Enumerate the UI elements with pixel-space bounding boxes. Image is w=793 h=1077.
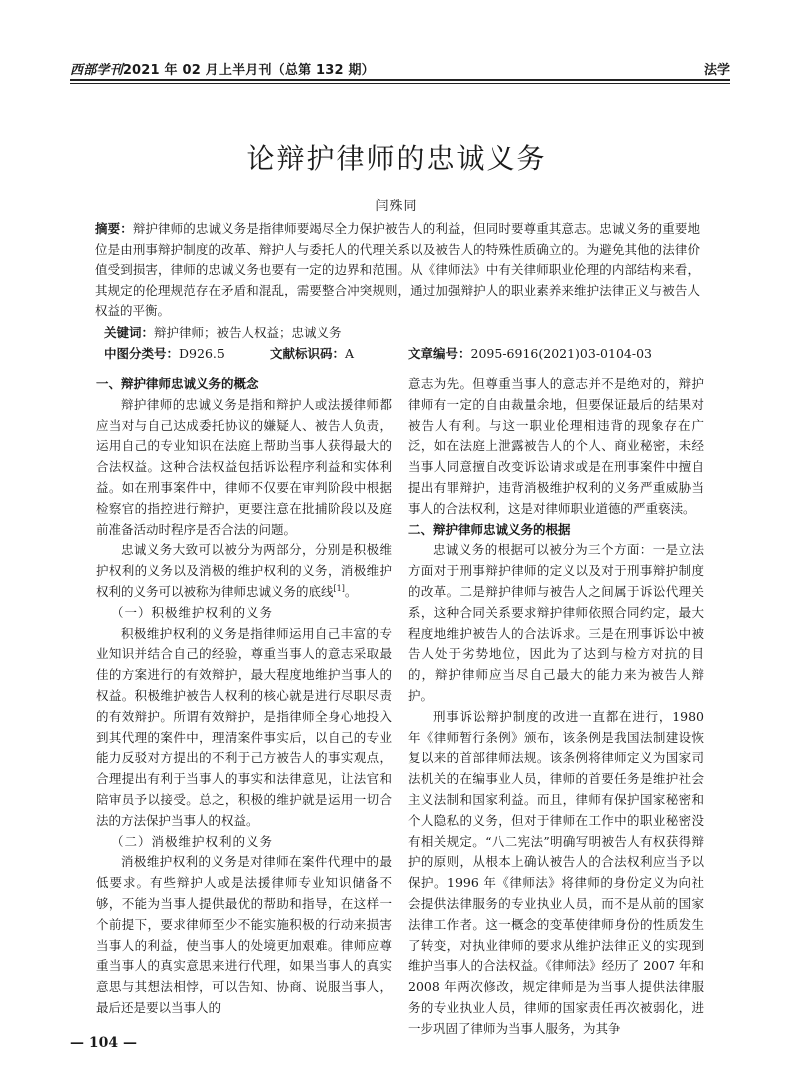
header-rule-thick (70, 79, 730, 81)
section-name: 法学 (703, 63, 730, 78)
keywords-line (104, 323, 342, 341)
clc-label: 中图分类号： (104, 346, 180, 361)
body-column-right (408, 374, 704, 1040)
paragraph: 消极维护权利的义务是对律师在案件代理中的最低要求。有些辩护人或是法援律师专业知识储备不够，不能为当事人提供最优的帮助和指导，在这样一个前提下，要求律师至少不能实施积极的行动来损害当事人的利益，使当事人的处境更加艰难。律师应尊重当事人的真实意思来进行代理，如果当事人的真实意思与其想法相悖，可以告知、协商、说服当事人，最后还是要以当事人的 (96, 854, 392, 1015)
paragraph (96, 540, 392, 602)
article-author: 闫殊同 (375, 199, 418, 214)
abstract-label: 摘要： (95, 221, 133, 236)
paragraph: 忠诚义务的根据可以被分为三个方面：一是立法方面对于刑事辩护律师的定义以及对于刑事辩护制度的改革。二是辩护律师与被告人之间属于诉讼代理关系，这种合同关系要求辩护律师依照合同约定，最大程度地维护被告人的合法诉求。三是在刑事诉讼中被告人处于劣势地位，因此为了达到与检方对抗的目的，辩护律师应当尽自己最大的能力来为被告人辩护。 (408, 542, 704, 703)
citation-ref: [1] (333, 583, 345, 593)
keywords: 辩护律师；被告人权益；忠诚义务 (154, 325, 342, 340)
subsection-heading-2: （二）消极维护权利的义务 (111, 833, 274, 849)
running-header (70, 55, 730, 81)
articleno: 2095-6916(2021)03-0104-03 (470, 346, 652, 361)
page-number: — 104 — (70, 1035, 137, 1051)
classification-line (104, 344, 704, 362)
section-heading-1: 一、辩护律师忠诚义务的概念 (96, 376, 259, 391)
keywords-label: 关键词： (104, 325, 155, 340)
section-heading-2: 二、辩护律师忠诚义务的根据 (408, 521, 571, 537)
doccode-label: 文献标识码： (270, 346, 346, 361)
journal-header (70, 59, 375, 78)
journal-issue: 2021 年 02 月上半月刊（总第 132 期） (122, 63, 375, 78)
clc-code: D926.5 (179, 346, 225, 361)
abstract (95, 219, 700, 322)
paragraph: 积极维护权利的义务是指律师运用自己丰富的专业知识并结合自己的经验，尊重当事人的意志采取最佳的方案进行的有效辩护，最大程度地维护当事人的权益。积极维护被告人权利的核心就是进行尽职尽责的有效辩护。所谓有效辩护，是指律师全身心地投入到其代理的案件中，理清案件事实后，以自己的专业能力反驳对方提出的不利于己方被告人的事实观点，合理提出有利于当事人的事实和法律意见，让法官和陪审员予以接受。总之，积极的维护就是运用一切合法的方法保护当事人的权益。 (96, 625, 392, 828)
paragraph: 刑事诉讼辩护制度的改进一直都在进行，1980 年《律师暂行条例》颁布，该条例是我国法制建设恢复以来的首部律师法规。该条例将律师定义为国家司法机关的在编事业人员，律师的首要任务是维护社会主义法制和国家利益。而且，律师有保护国家秘密和个人隐私的义务，但对于律师在工作中的职业秘密没有相关规定。“八二宪法”明确写明被告人有权获得辩护的原则，从根本上确认被告人的合法权利应当予以保护。1996 年《律师法》将律师的身份定义为向社会提供法律服务的专业执业人员，而不是从前的国家法律工作者。这一概念的变革使律师身份的性质发生了转变，对执业律师的要求从维护法律正义的实现到维护当事人的合法权益。《律师法》经历了 2007 年和 2008 年两次修改，规定律师是为当事人提供法律服务的专业执业人员，律师的国家责任再次被弱化，进一步巩固了律师为当事人服务，为其争 (408, 708, 705, 1036)
paragraph: 辩护律师的忠诚义务是指和辩护人或法援律师都应当对与自己达成委托协议的嫌疑人、被告人负责，运用自己的专业知识在法庭上帮助当事人获得最大的合法权益。这种合法权益包括诉讼程序利益和实体利益。如在刑事案件中，律师不仅要在审判阶段中根据检察官的指控进行辩护，更要注意在批捕阶段以及庭前准备活动时程序是否合法的问题。 (96, 396, 392, 537)
paragraph-text: 忠诚义务大致可以被分为两部分，分别是积极维护权利的义务以及消极的维护权利的义务，消极维护权利的义务可以被称为律师忠诚义务的底线 (96, 542, 392, 599)
header-rule-thin (70, 83, 730, 84)
abstract-text: 辩护律师的忠诚义务是指律师要竭尽全力保护被告人的利益，但同时要尊重其意志。忠诚义务的重要地位是由刑事辩护制度的改革、辩护人与委托人的代理关系以及被告人的特殊性质确立的。为避免其他的法律价值受到损害，律师的忠诚义务也要有一定的边界和范围。从《律师法》中有关律师职业伦理的内部结构来看，其规定的伦理规范存在矛盾和混乱，需要整合冲突规则，通过加强辩护人的职业素养来维护法律正义与被告人权益的平衡。 (95, 221, 700, 318)
doccode: A (345, 346, 355, 361)
articleno-label: 文章编号： (408, 346, 471, 361)
article-title: 论辩护律师的忠诚义务 (246, 142, 547, 175)
paragraph-end: 。 (344, 583, 358, 599)
doccode-group (270, 344, 354, 362)
journal-logo: 西部学刊 (70, 63, 123, 78)
body-column-left (96, 374, 392, 1019)
articleno-group (408, 344, 652, 362)
subsection-heading-1: （一）积极维护权利的义务 (111, 604, 274, 620)
paragraph: 意志为先。但尊重当事人的意志并不是绝对的，辩护律师有一定的自由裁量余地，但要保证最后的结果对被告人有利。与这一职业伦理相违背的现象存在广泛，如在法庭上泄露被告人的个人、商业秘密，未经当事人同意擅自改变诉讼请求或是在刑事案件中擅自提出有罪辩护，违背消极维护权利的义务严重威胁当事人的合法权利，这是对律师职业道德的严重亵渎。 (408, 376, 704, 516)
